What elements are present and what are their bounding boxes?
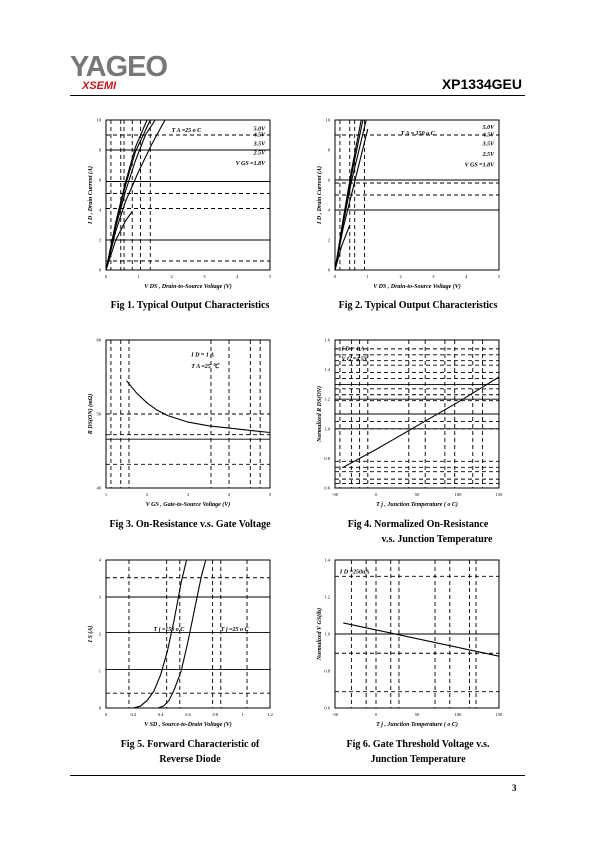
x-axis-label: V DS , Drain-to-Source Voltage (V) bbox=[373, 284, 461, 290]
header-rule bbox=[70, 95, 525, 96]
caption-line: Junction Temperature bbox=[370, 754, 466, 765]
annotation-label: 5.0V bbox=[253, 126, 266, 133]
x-tick-label: 150 bbox=[495, 712, 503, 717]
series-line bbox=[343, 377, 499, 467]
part-number: XP1334GEU bbox=[441, 76, 522, 92]
y-tick-label: 10 bbox=[96, 117, 101, 123]
y-tick-label: 60 bbox=[96, 337, 101, 343]
y-axis-label: I S (A) bbox=[88, 625, 94, 643]
figure-6-plot bbox=[317, 557, 503, 728]
figure-5-plot bbox=[88, 557, 273, 728]
x-axis-label: V GS , Gate-to-Source Voltage (V) bbox=[145, 502, 231, 508]
x-tick-label: 3 bbox=[432, 274, 435, 279]
x-tick-label: 1 bbox=[104, 492, 108, 497]
series-line bbox=[158, 560, 206, 708]
y-tick-label: 0.8 bbox=[324, 668, 330, 674]
caption-line: Fig 6. Gate Threshold Voltage v.s. bbox=[346, 739, 490, 750]
y-axis-label: Normalized R DS(ON) bbox=[317, 385, 323, 443]
x-tick-label: 2 bbox=[170, 274, 173, 279]
x-tick-label: 5 bbox=[497, 274, 501, 279]
y-tick-label: 0 bbox=[98, 705, 101, 711]
y-tick-label: 40 bbox=[96, 485, 101, 491]
x-tick-label: -50 bbox=[332, 712, 338, 717]
figure-3-plot bbox=[88, 337, 272, 508]
x-tick-label: 1 bbox=[366, 274, 369, 279]
x-tick-label: 50 bbox=[414, 492, 420, 497]
annotation-label: I D = 1 A bbox=[191, 352, 215, 359]
y-tick-label: 8 bbox=[327, 147, 330, 153]
y-tick-label: 4 bbox=[98, 207, 101, 213]
y-tick-label: 1.0 bbox=[324, 631, 330, 637]
plot-frame bbox=[106, 120, 270, 270]
x-tick-label: 4 bbox=[236, 274, 239, 279]
x-tick-label: 1 bbox=[137, 274, 140, 279]
y-tick-label: 2 bbox=[98, 631, 101, 637]
x-tick-label: 4 bbox=[465, 274, 468, 279]
footer-rule bbox=[70, 775, 525, 776]
x-tick-label: 3 bbox=[203, 274, 206, 279]
annotation-label: T j =25 o C bbox=[220, 627, 249, 634]
figure-4-plot bbox=[317, 337, 503, 508]
y-tick-label: 6 bbox=[327, 177, 330, 183]
logo-wordmark: YAGEO bbox=[70, 51, 168, 83]
plot-frame bbox=[106, 560, 270, 708]
y-tick-label: 4 bbox=[98, 557, 101, 563]
annotation-label: 2.5V bbox=[482, 152, 495, 158]
x-tick-label: 5 bbox=[268, 492, 272, 497]
y-tick-label: 8 bbox=[98, 147, 101, 153]
annotation-label: 5.0V bbox=[482, 125, 495, 131]
y-tick-label: 1.4 bbox=[324, 367, 330, 373]
annotation-label: T A = 150 o C bbox=[400, 131, 435, 137]
caption-line: Fig 2. Typical Output Characteristics bbox=[338, 300, 498, 311]
series-line bbox=[133, 560, 186, 708]
y-tick-label: 6 bbox=[98, 177, 101, 183]
y-tick-label: 1 bbox=[98, 668, 101, 674]
x-tick-label: 50 bbox=[414, 712, 420, 717]
y-tick-label: 2 bbox=[327, 237, 330, 243]
figure-1-plot bbox=[88, 117, 272, 290]
y-tick-label: 0.8 bbox=[324, 455, 330, 461]
logo-subbrand: XSEMI bbox=[82, 80, 117, 92]
y-tick-label: 4 bbox=[327, 207, 330, 213]
x-tick-label: 150 bbox=[495, 492, 503, 497]
figure-4-caption bbox=[298, 517, 538, 547]
y-tick-label: 3 bbox=[98, 594, 101, 600]
x-axis-label: V SD , Source-to-Drain Voltage (V) bbox=[144, 722, 232, 728]
figure-6-caption bbox=[298, 737, 538, 767]
annotation-label: I D =250uA bbox=[339, 569, 370, 576]
caption-line: Fig 4. Normalized On-Resistance bbox=[347, 519, 489, 530]
x-tick-label: 0.4 bbox=[157, 712, 164, 717]
caption-line: Fig 3. On-Resistance v.s. Gate Voltage bbox=[109, 519, 271, 530]
page-number: 3 bbox=[512, 783, 517, 793]
x-tick-label: 0 bbox=[104, 274, 108, 279]
annotation-label: 4.5V bbox=[253, 132, 266, 139]
figure-3-caption bbox=[70, 517, 310, 532]
y-tick-label: 0.6 bbox=[324, 485, 330, 491]
x-tick-label: 1 bbox=[241, 712, 244, 717]
y-tick-label: 1.2 bbox=[324, 594, 330, 600]
y-tick-label: 1.2 bbox=[324, 396, 330, 402]
caption-line: Fig 5. Forward Characteristic of bbox=[120, 739, 260, 750]
y-tick-label: 1.0 bbox=[324, 426, 330, 432]
caption-line: Reverse Diode bbox=[159, 754, 221, 765]
y-axis-label: Normalized V GS(th) bbox=[317, 607, 323, 661]
x-tick-label: 100 bbox=[454, 712, 462, 717]
figure-5-caption bbox=[70, 737, 310, 767]
y-tick-label: 10 bbox=[325, 117, 330, 123]
y-tick-label: 1.4 bbox=[324, 557, 330, 563]
caption-line: Fig 1. Typical Output Characteristics bbox=[110, 300, 270, 311]
y-tick-label: 50 bbox=[96, 411, 101, 417]
series-line bbox=[106, 120, 165, 270]
x-axis-label: V DS , Drain-to-Source Voltage (V) bbox=[144, 284, 232, 290]
x-tick-label: 2 bbox=[399, 274, 402, 279]
annotation-label: T A =25 ℃ bbox=[191, 364, 220, 371]
figure-1-caption bbox=[70, 298, 310, 313]
annotation-label: 3.5V bbox=[482, 141, 495, 148]
y-axis-label: I D , Drain Current (A) bbox=[88, 165, 94, 225]
y-tick-label: 0.6 bbox=[324, 705, 330, 711]
annotation-label: V GS =1.8V bbox=[464, 162, 495, 169]
x-tick-label: 0.2 bbox=[130, 712, 137, 717]
annotation-label: V GS =1.8V bbox=[235, 161, 266, 167]
y-tick-label: 0 bbox=[327, 267, 330, 273]
figure-2-caption bbox=[298, 298, 538, 313]
x-tick-label: 1.2 bbox=[267, 712, 273, 717]
y-tick-label: 1.6 bbox=[324, 337, 330, 343]
series-line bbox=[127, 381, 271, 433]
annotation-label: 4.5V bbox=[482, 132, 495, 139]
x-tick-label: 0 bbox=[104, 712, 108, 717]
y-tick-label: 0 bbox=[98, 267, 101, 273]
x-axis-label: T j , Junction Temperature ( o C) bbox=[376, 502, 458, 508]
x-tick-label: 5 bbox=[268, 274, 272, 279]
y-axis-label: I D , Drain Current (A) bbox=[317, 165, 323, 225]
x-tick-label: 0 bbox=[374, 712, 378, 717]
x-axis-label: T j , Junction Temperature ( o C) bbox=[376, 722, 458, 728]
annotation-label: 3.5V bbox=[253, 141, 266, 148]
annotation-label: I D = 1 A bbox=[341, 346, 365, 353]
figure-2-plot bbox=[317, 117, 501, 290]
yageo-logo bbox=[70, 52, 180, 92]
x-tick-label: 100 bbox=[454, 492, 462, 497]
annotation-label: 2.5V bbox=[253, 150, 266, 157]
x-tick-label: 0 bbox=[333, 274, 337, 279]
annotation-label: V G =4.5V bbox=[341, 356, 368, 363]
caption-line: v.s. Junction Temperature bbox=[381, 534, 493, 545]
x-tick-label: 0 bbox=[374, 492, 378, 497]
x-tick-label: 3 bbox=[186, 492, 190, 497]
y-tick-label: 2 bbox=[98, 237, 101, 243]
annotation-label: T A =25 o C bbox=[171, 128, 202, 134]
x-tick-label: 0.6 bbox=[185, 712, 191, 717]
y-axis-label: R DS(ON) (mΩ) bbox=[88, 393, 94, 435]
x-tick-label: 2 bbox=[145, 492, 149, 497]
x-tick-label: 0.8 bbox=[212, 712, 219, 717]
x-tick-label: -50 bbox=[332, 492, 338, 497]
annotation-label: T j =150 o C bbox=[153, 627, 185, 634]
x-tick-label: 4 bbox=[227, 492, 231, 497]
